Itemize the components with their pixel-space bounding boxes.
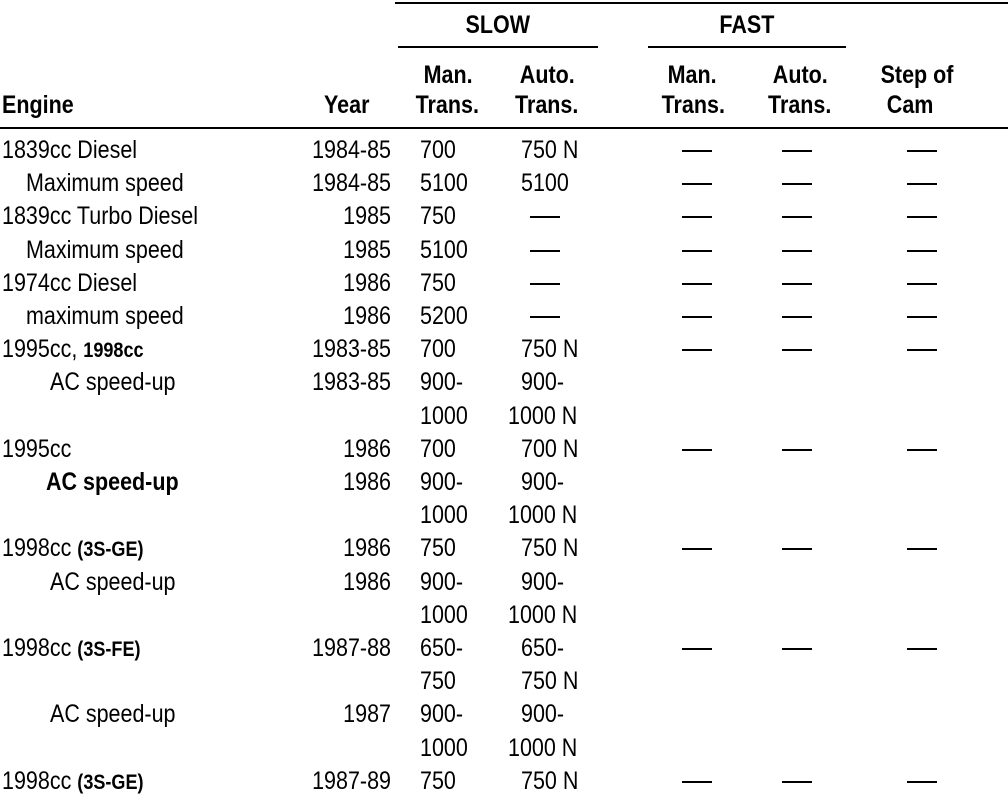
engine-cell [46, 467, 179, 497]
slow-man-cell: 700 [420, 136, 456, 164]
step-cam-dash [907, 781, 937, 783]
slow-auto-dash [530, 216, 560, 218]
fast-man-dash [682, 548, 712, 550]
slow-auto-dash [530, 283, 560, 285]
header-fast-man-2: Trans. [661, 91, 725, 119]
step-cam-dash [907, 648, 937, 650]
fast-man-dash [682, 316, 712, 318]
slow-man-cell: 900- [420, 368, 464, 397]
engine-label: Maximum speed [26, 235, 184, 264]
engine-code: 1998cc [83, 339, 144, 363]
fast-underline [648, 46, 846, 48]
year-cell: 1983-85 [312, 368, 391, 397]
year-cell: 1987-89 [312, 766, 391, 795]
slow-man-cell: 5100 [420, 169, 468, 198]
slow-man-cell: 750 [420, 766, 456, 795]
slow-man-cell: 1000 [420, 501, 468, 530]
year-cell: 1986 [343, 302, 391, 330]
slow-auto-cell: 1000 N [508, 733, 578, 762]
year-cell: 1985 [343, 235, 391, 264]
header-engine: Engine [2, 91, 74, 119]
slow-auto-cell: 900- [521, 468, 565, 496]
header-fast: FAST [719, 11, 775, 39]
header-step-1: Step of [880, 61, 954, 89]
slow-auto-cell: 750 N [521, 667, 579, 696]
year-cell: 1987 [343, 700, 391, 729]
header-slow: SLOW [465, 11, 531, 39]
slow-auto-cell: 1000 N [508, 501, 578, 530]
slow-auto-cell: 900- [521, 700, 565, 729]
slow-man-cell: 1000 [420, 600, 468, 629]
slow-man-cell: 5200 [420, 302, 468, 330]
fast-auto-dash [782, 216, 812, 218]
engine-label: Maximum speed [26, 169, 184, 198]
step-cam-dash [907, 183, 937, 185]
fast-auto-dash [782, 250, 812, 252]
engine-label: 1839cc Diesel [2, 136, 138, 164]
header-step-2: Cam [886, 91, 934, 119]
engine-cell [50, 367, 176, 397]
engine-label: maximum speed [26, 302, 184, 330]
slow-man-cell: 700 [420, 434, 456, 463]
step-cam-dash [907, 283, 937, 285]
engine-cell [26, 235, 184, 265]
slow-auto-cell: 1000 N [508, 600, 578, 629]
slow-auto-cell: 900- [521, 567, 565, 596]
header-bottom-rule [0, 127, 1008, 129]
header-fast-auto-1: Auto. [772, 61, 828, 89]
fast-man-dash [682, 283, 712, 285]
year-cell: 1987-88 [312, 634, 391, 662]
slow-auto-dash [530, 250, 560, 252]
slow-man-cell: 1000 [420, 401, 468, 430]
engine-label: 1998cc [2, 534, 78, 563]
slow-man-cell: 750 [420, 667, 456, 696]
engine-label: 1998cc [2, 766, 78, 795]
engine-label: AC speed-up [50, 368, 176, 397]
engine-code: (3S-GE) [77, 770, 144, 794]
fast-auto-dash [782, 648, 812, 650]
engine-label: 1995cc [2, 434, 72, 463]
header-slow-man-2: Trans. [415, 91, 479, 119]
year-cell: 1983-85 [312, 335, 391, 364]
fast-auto-dash [782, 183, 812, 185]
fast-auto-dash [782, 316, 812, 318]
slow-auto-cell: 900- [521, 368, 565, 397]
engine-cell [2, 268, 137, 298]
slow-auto-cell: 700 N [521, 434, 579, 463]
year-cell: 1986 [343, 268, 391, 297]
slow-man-cell: 1000 [420, 733, 468, 762]
step-cam-dash [907, 316, 937, 318]
year-cell: 1984-85 [312, 169, 391, 198]
year-cell: 1986 [343, 567, 391, 596]
engine-label: AC speed-up [46, 468, 179, 496]
engine-label: AC speed-up [50, 700, 176, 729]
fast-man-dash [682, 150, 712, 152]
slow-man-cell: 700 [420, 335, 456, 364]
year-cell: 1986 [343, 468, 391, 496]
step-cam-dash [907, 216, 937, 218]
slow-auto-dash [530, 316, 560, 318]
top-rule [395, 2, 1008, 4]
header-year: Year [324, 91, 370, 119]
step-cam-dash [907, 548, 937, 550]
header-fast-man-1: Man. [667, 61, 717, 89]
engine-cell [2, 334, 144, 366]
fast-auto-dash [782, 449, 812, 451]
header-slow-auto-2: Trans. [515, 91, 579, 119]
engine-label: 1998cc [2, 634, 78, 662]
fast-man-dash [682, 183, 712, 185]
engine-cell [26, 301, 184, 331]
engine-label: 1974cc Diesel [2, 268, 138, 297]
slow-underline [398, 46, 598, 48]
engine-cell [2, 633, 141, 665]
engine-label: 1839cc Turbo Diesel [2, 202, 198, 231]
year-cell: 1984-85 [312, 136, 391, 164]
slow-auto-cell: 750 N [521, 136, 579, 164]
fast-man-dash [682, 216, 712, 218]
slow-man-cell: 750 [420, 268, 456, 297]
slow-man-cell: 5100 [420, 235, 468, 264]
fast-man-dash [682, 349, 712, 351]
slow-man-cell: 750 [420, 534, 456, 563]
engine-label: 1995cc, [2, 335, 84, 364]
step-cam-dash [907, 150, 937, 152]
engine-cell [2, 201, 198, 231]
fast-auto-dash [782, 781, 812, 783]
slow-man-cell: 900- [420, 468, 464, 496]
engine-code: (3S-GE) [77, 538, 144, 562]
step-cam-dash [907, 349, 937, 351]
slow-man-cell: 900- [420, 567, 464, 596]
slow-man-cell: 750 [420, 202, 456, 231]
slow-auto-cell: 5100 [521, 169, 569, 198]
engine-cell [50, 567, 176, 597]
slow-man-cell: 900- [420, 700, 464, 729]
slow-auto-cell: 750 N [521, 335, 579, 364]
fast-man-dash [682, 250, 712, 252]
engine-label: AC speed-up [50, 567, 176, 596]
year-cell: 1986 [343, 434, 391, 463]
year-cell: 1985 [343, 202, 391, 231]
fast-man-dash [682, 449, 712, 451]
engine-cell [2, 533, 144, 565]
engine-cell [26, 168, 184, 198]
header-slow-auto-1: Auto. [519, 61, 575, 89]
slow-auto-cell: 750 N [521, 534, 579, 563]
slow-auto-cell: 750 N [521, 766, 579, 795]
engine-cell [2, 135, 137, 165]
header-fast-auto-2: Trans. [768, 91, 832, 119]
year-cell: 1986 [343, 534, 391, 563]
engine-code: (3S-FE) [77, 638, 141, 661]
fast-auto-dash [782, 349, 812, 351]
slow-auto-cell: 1000 N [508, 401, 578, 430]
fast-auto-dash [782, 548, 812, 550]
step-cam-dash [907, 449, 937, 451]
step-cam-dash [907, 250, 937, 252]
fast-auto-dash [782, 150, 812, 152]
fast-man-dash [682, 648, 712, 650]
slow-auto-cell: 650- [521, 634, 565, 662]
engine-cell [50, 699, 176, 729]
header-slow-man-1: Man. [423, 61, 473, 89]
fast-man-dash [682, 781, 712, 783]
slow-man-cell: 650- [420, 634, 464, 662]
fast-auto-dash [782, 283, 812, 285]
engine-cell [2, 766, 144, 798]
engine-cell [2, 434, 71, 464]
